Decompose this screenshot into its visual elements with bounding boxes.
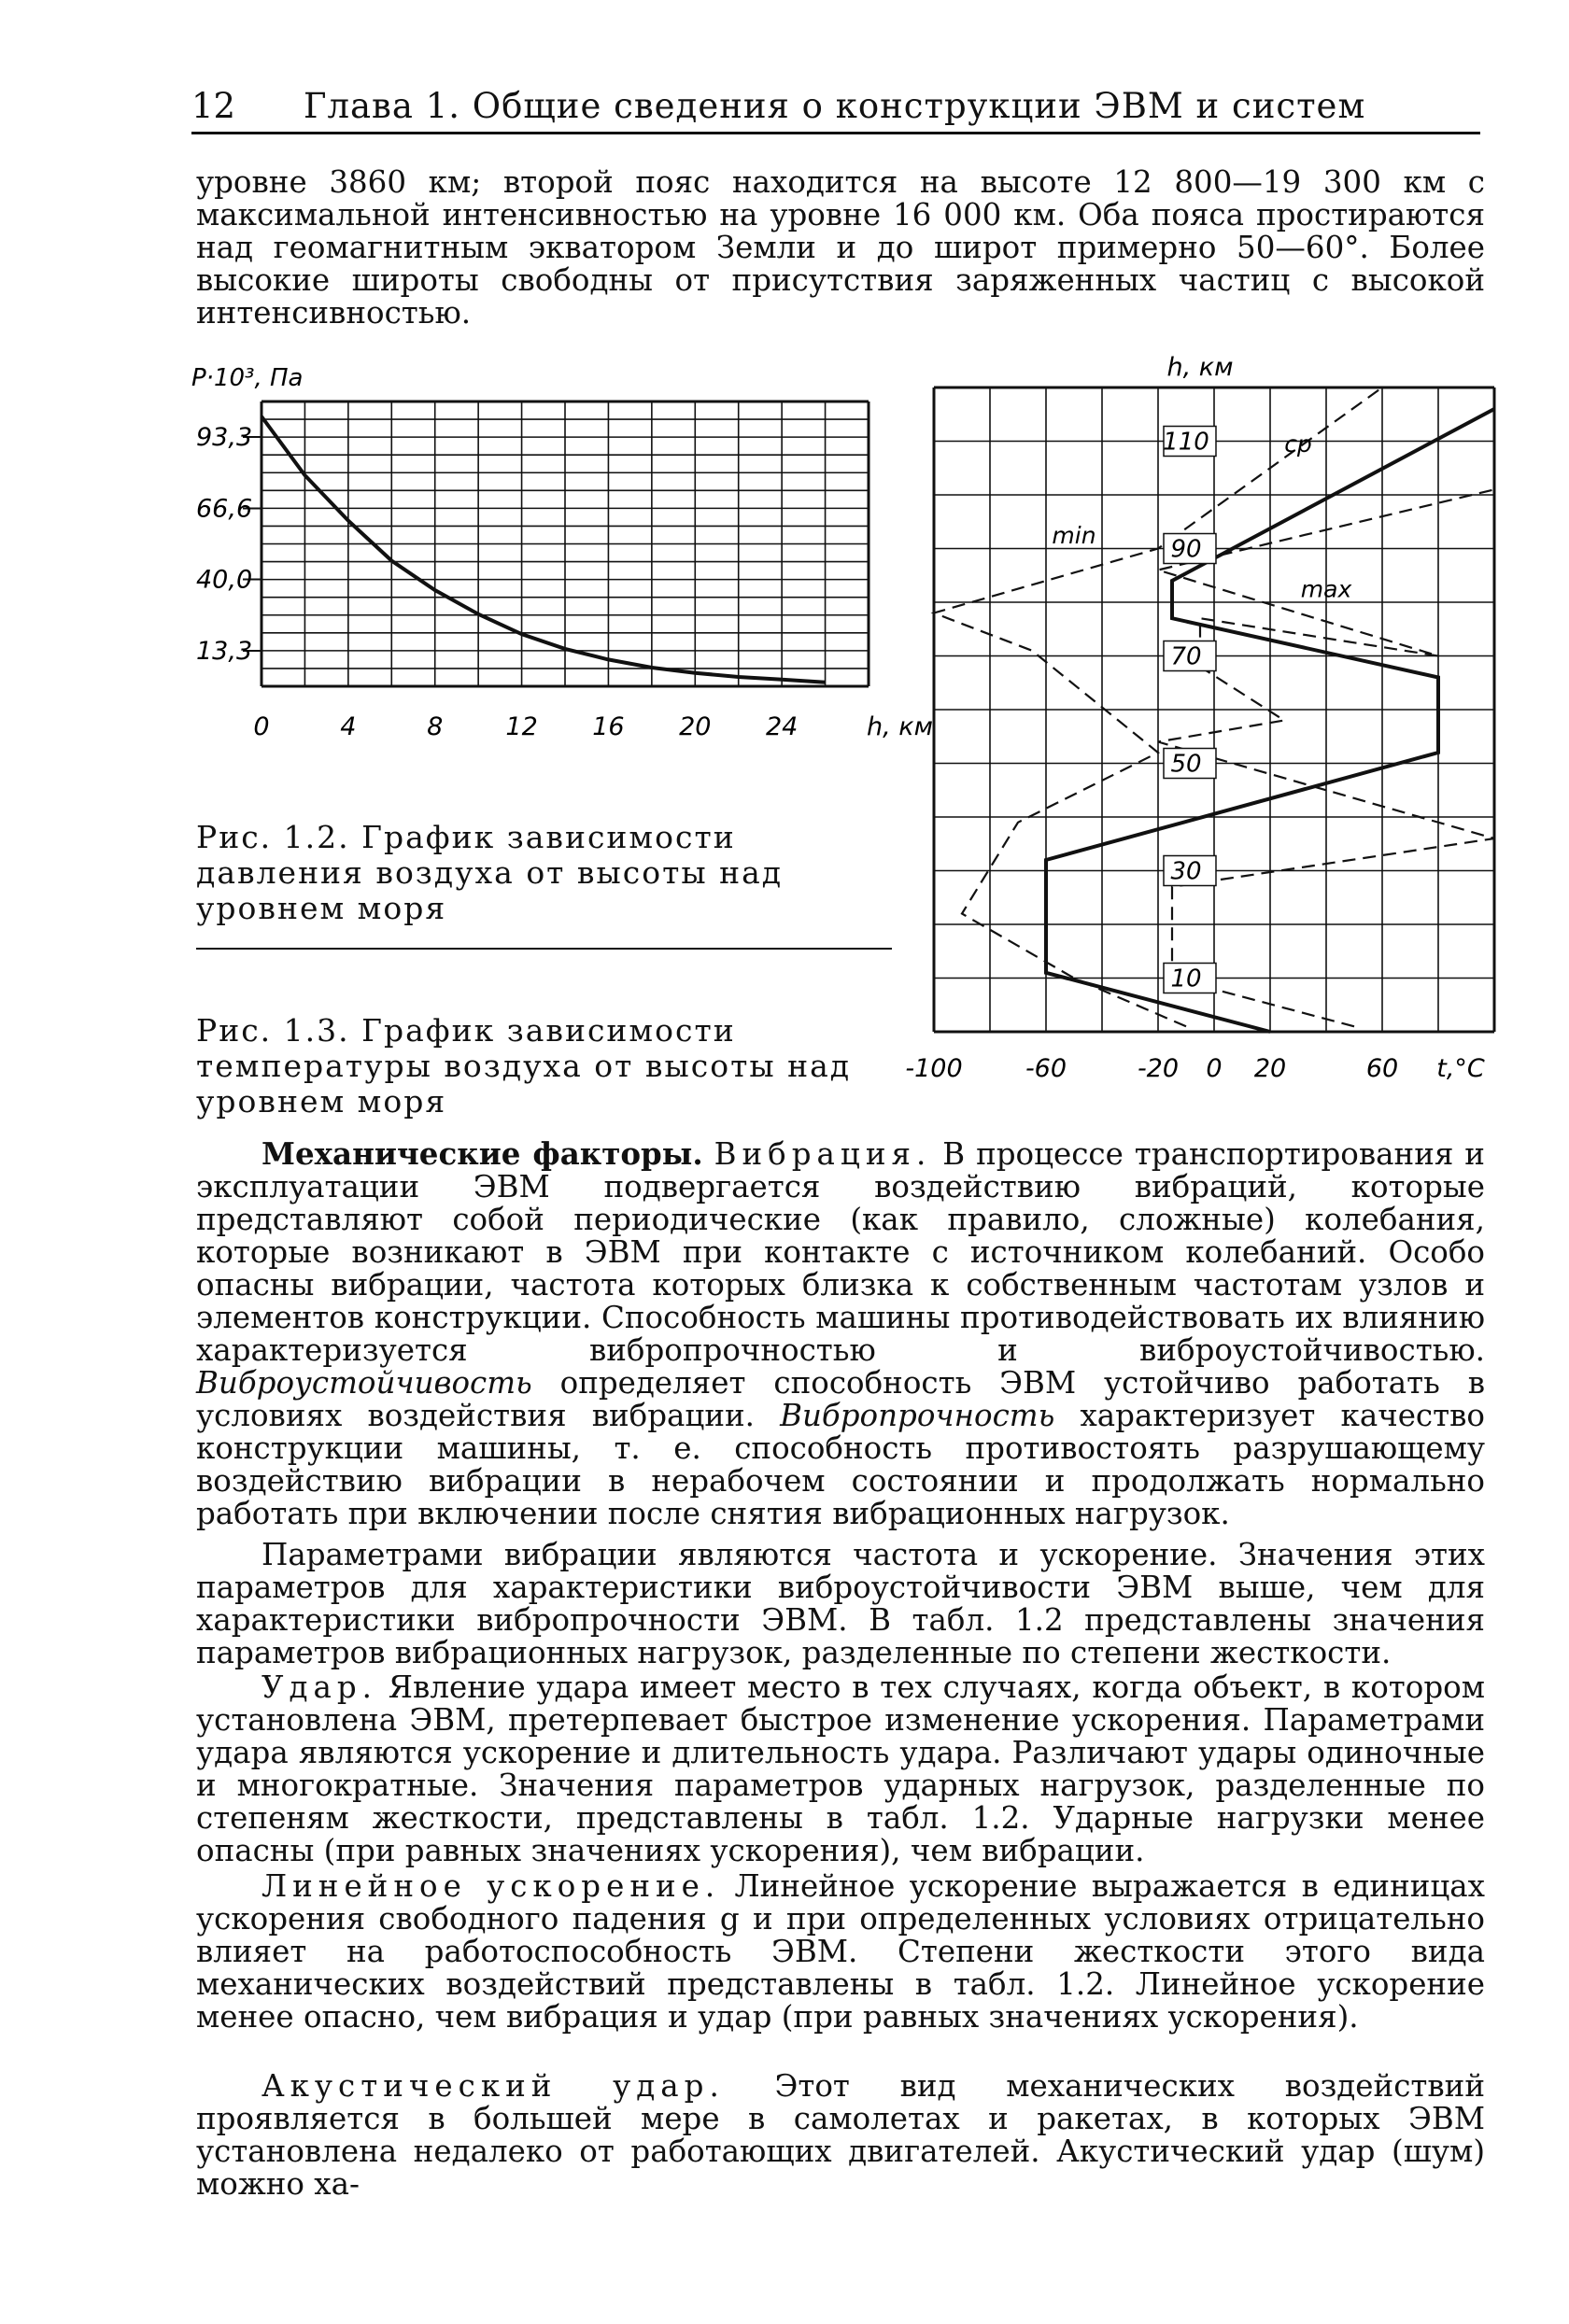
y-tick-label: 10 (1170, 965, 1202, 993)
y-axis-label: P·10³, Па (191, 364, 304, 392)
paragraph-vibration-parameters (196, 1539, 1485, 1669)
x-tick-label: -20 (1137, 1054, 1180, 1083)
paragraph-shock (196, 1671, 1485, 1867)
x-tick-label: -100 (905, 1054, 963, 1083)
figure-1-2-caption: Рис. 1.2. График зависимости давления воздуха от высоты над уровнем моря (196, 819, 784, 926)
term-shock: Удар. (262, 1669, 378, 1705)
intro-paragraph: уровне 3860 км; второй пояс находится на высоте 12 800—19 300 км с максимальной интенсивностью на уровне 16 000 км. Оба пояса простираются над геомагнитным экватором Земли и до широт примерно 50—60°. Более высокие широты свободны от присутствия заряженных частиц с высокой интенсивностью. (196, 164, 1485, 331)
term-acoustic-shock: Акустический удар. (262, 2068, 725, 2104)
x-tick-label: 0 (253, 712, 270, 741)
figure-1-3-caption: Рис. 1.3. График зависимости температуры воздуха от высоты над уровнем моря (196, 1012, 852, 1120)
heading-mechanical-factors: Механические факторы. (262, 1135, 703, 1172)
y-tick-label: 66,6 (196, 494, 253, 524)
page-header (191, 86, 1480, 134)
y-tick-label: 93,3 (196, 423, 253, 453)
x-tick-label: 4 (340, 712, 357, 741)
x-tick-label: -60 (1025, 1054, 1067, 1083)
figure-1-2-chart (177, 359, 933, 770)
paragraph-acoustic-shock-text: Этот вид механических воздействий проявляется в большей мере в самолетах и ракетах, в которых ЭВМ установлена недалеко от работающих двигателей. Акустический удар (шум) можно ха- (196, 2068, 1485, 2202)
x-tick-label: 8 (427, 712, 444, 741)
y-tick-label: 110 (1163, 428, 1209, 457)
series-label: ср (1284, 430, 1312, 458)
caption-divider (196, 948, 892, 950)
series-label: max (1300, 575, 1352, 603)
paragraph-vibration (196, 1137, 1485, 1530)
paragraph-vibration-parameters-text: Параметрами вибрации являются частота и ускорение. Значения этих параметров для характеристики виброустойчивости ЭВМ выше, чем для характеристики вибропрочности ЭВМ. В табл. 1.2 представлены значения параметров вибрационных нагрузок, разделенные по степени жесткости. (196, 1537, 1485, 1670)
x-tick-label: 0 (1206, 1054, 1223, 1083)
term-vibroprochnost: Вибропрочность (780, 1398, 1055, 1433)
x-tick-label: 20 (679, 712, 712, 741)
x-axis-label: t,°C (1436, 1054, 1485, 1083)
y-tick-label: 40,0 (196, 565, 253, 595)
x-tick-label: 12 (505, 712, 538, 741)
paragraph-acoustic-shock (196, 2070, 1485, 2201)
paragraph-vibration-text-c: характеризует качество конструкции машины, т. е. способность противостоять разрушающему воздействию вибрации в нерабочем состоянии и продолжать нормально работать при включении после снятия вибрационных нагрузок. (196, 1398, 1485, 1531)
y-tick-label: 30 (1170, 857, 1202, 886)
y-tick-label: 13,3 (196, 636, 253, 666)
paragraph-vibration-text-b: определяет способность ЭВМ устойчиво работать в условиях воздействия вибрации. (196, 1365, 1485, 1433)
term-vibroustoichivost: Виброустойчивость (196, 1365, 532, 1401)
paragraph-linear-acceleration-text: Линейное ускорение выражается в единицах ускорения свободного падения g и при определенных условиях отрицательно влияет на работоспособность ЭВМ. Степени жесткости этого вида механических воздействий представлены в табл. 1.2. Линейное ускорение менее опасно, чем вибрация и удар (при равных значениях ускорения). (196, 1868, 1485, 2035)
y-tick-label: 70 (1170, 642, 1202, 671)
page-number: 12 (191, 86, 236, 126)
paragraph-shock-text: Явление удара имеет место в тех случаях, когда объект, в котором установлена ЭВМ, претерпевает быстрое изменение ускорения. Параметрами удара являются ускорение и длительность удара. Различают удары одиночные и многократные. Значения параметров ударных нагрузок, разделенные по степеням жесткости, представлены в табл. 1.2. Ударные нагрузки менее опасны (при равных значениях ускорения), чем вибрации. (196, 1669, 1485, 1868)
x-tick-label: 16 (592, 712, 625, 741)
x-tick-label: 60 (1365, 1054, 1399, 1083)
term-linear-acceleration: Линейное ускорение. (262, 1868, 721, 1904)
x-axis-label: h, км (867, 712, 933, 741)
paragraph-vibration-text-a: В процессе транспортирования и эксплуатации ЭВМ подвергается воздействию вибраций, которые представляют собой периодические (как правило, сложные) колебания, которые возникают в ЭВМ при контакте с источником колебаний. Особо опасны вибрации, частота которых близка к собственным частотам узлов и элементов конструкции. Способность машины противодействовать их влиянию характеризуется вибропрочностью и виброустойчивостью. (196, 1136, 1485, 1368)
pressure-curve (262, 416, 826, 683)
x-tick-label: 20 (1253, 1054, 1287, 1083)
series-label: min (1052, 521, 1096, 549)
y-tick-label: 90 (1170, 535, 1202, 564)
figure-1-3-chart (906, 355, 1504, 1097)
x-tick-label: 24 (765, 712, 799, 741)
running-title: Глава 1. Общие сведения о конструкции ЭВМ и систем (304, 86, 1366, 126)
term-vibration: Вибрация. (714, 1136, 932, 1172)
paragraph-linear-acceleration (196, 1870, 1485, 2034)
y-axis-label: h, км (1166, 353, 1234, 382)
y-tick-label: 50 (1170, 750, 1202, 779)
